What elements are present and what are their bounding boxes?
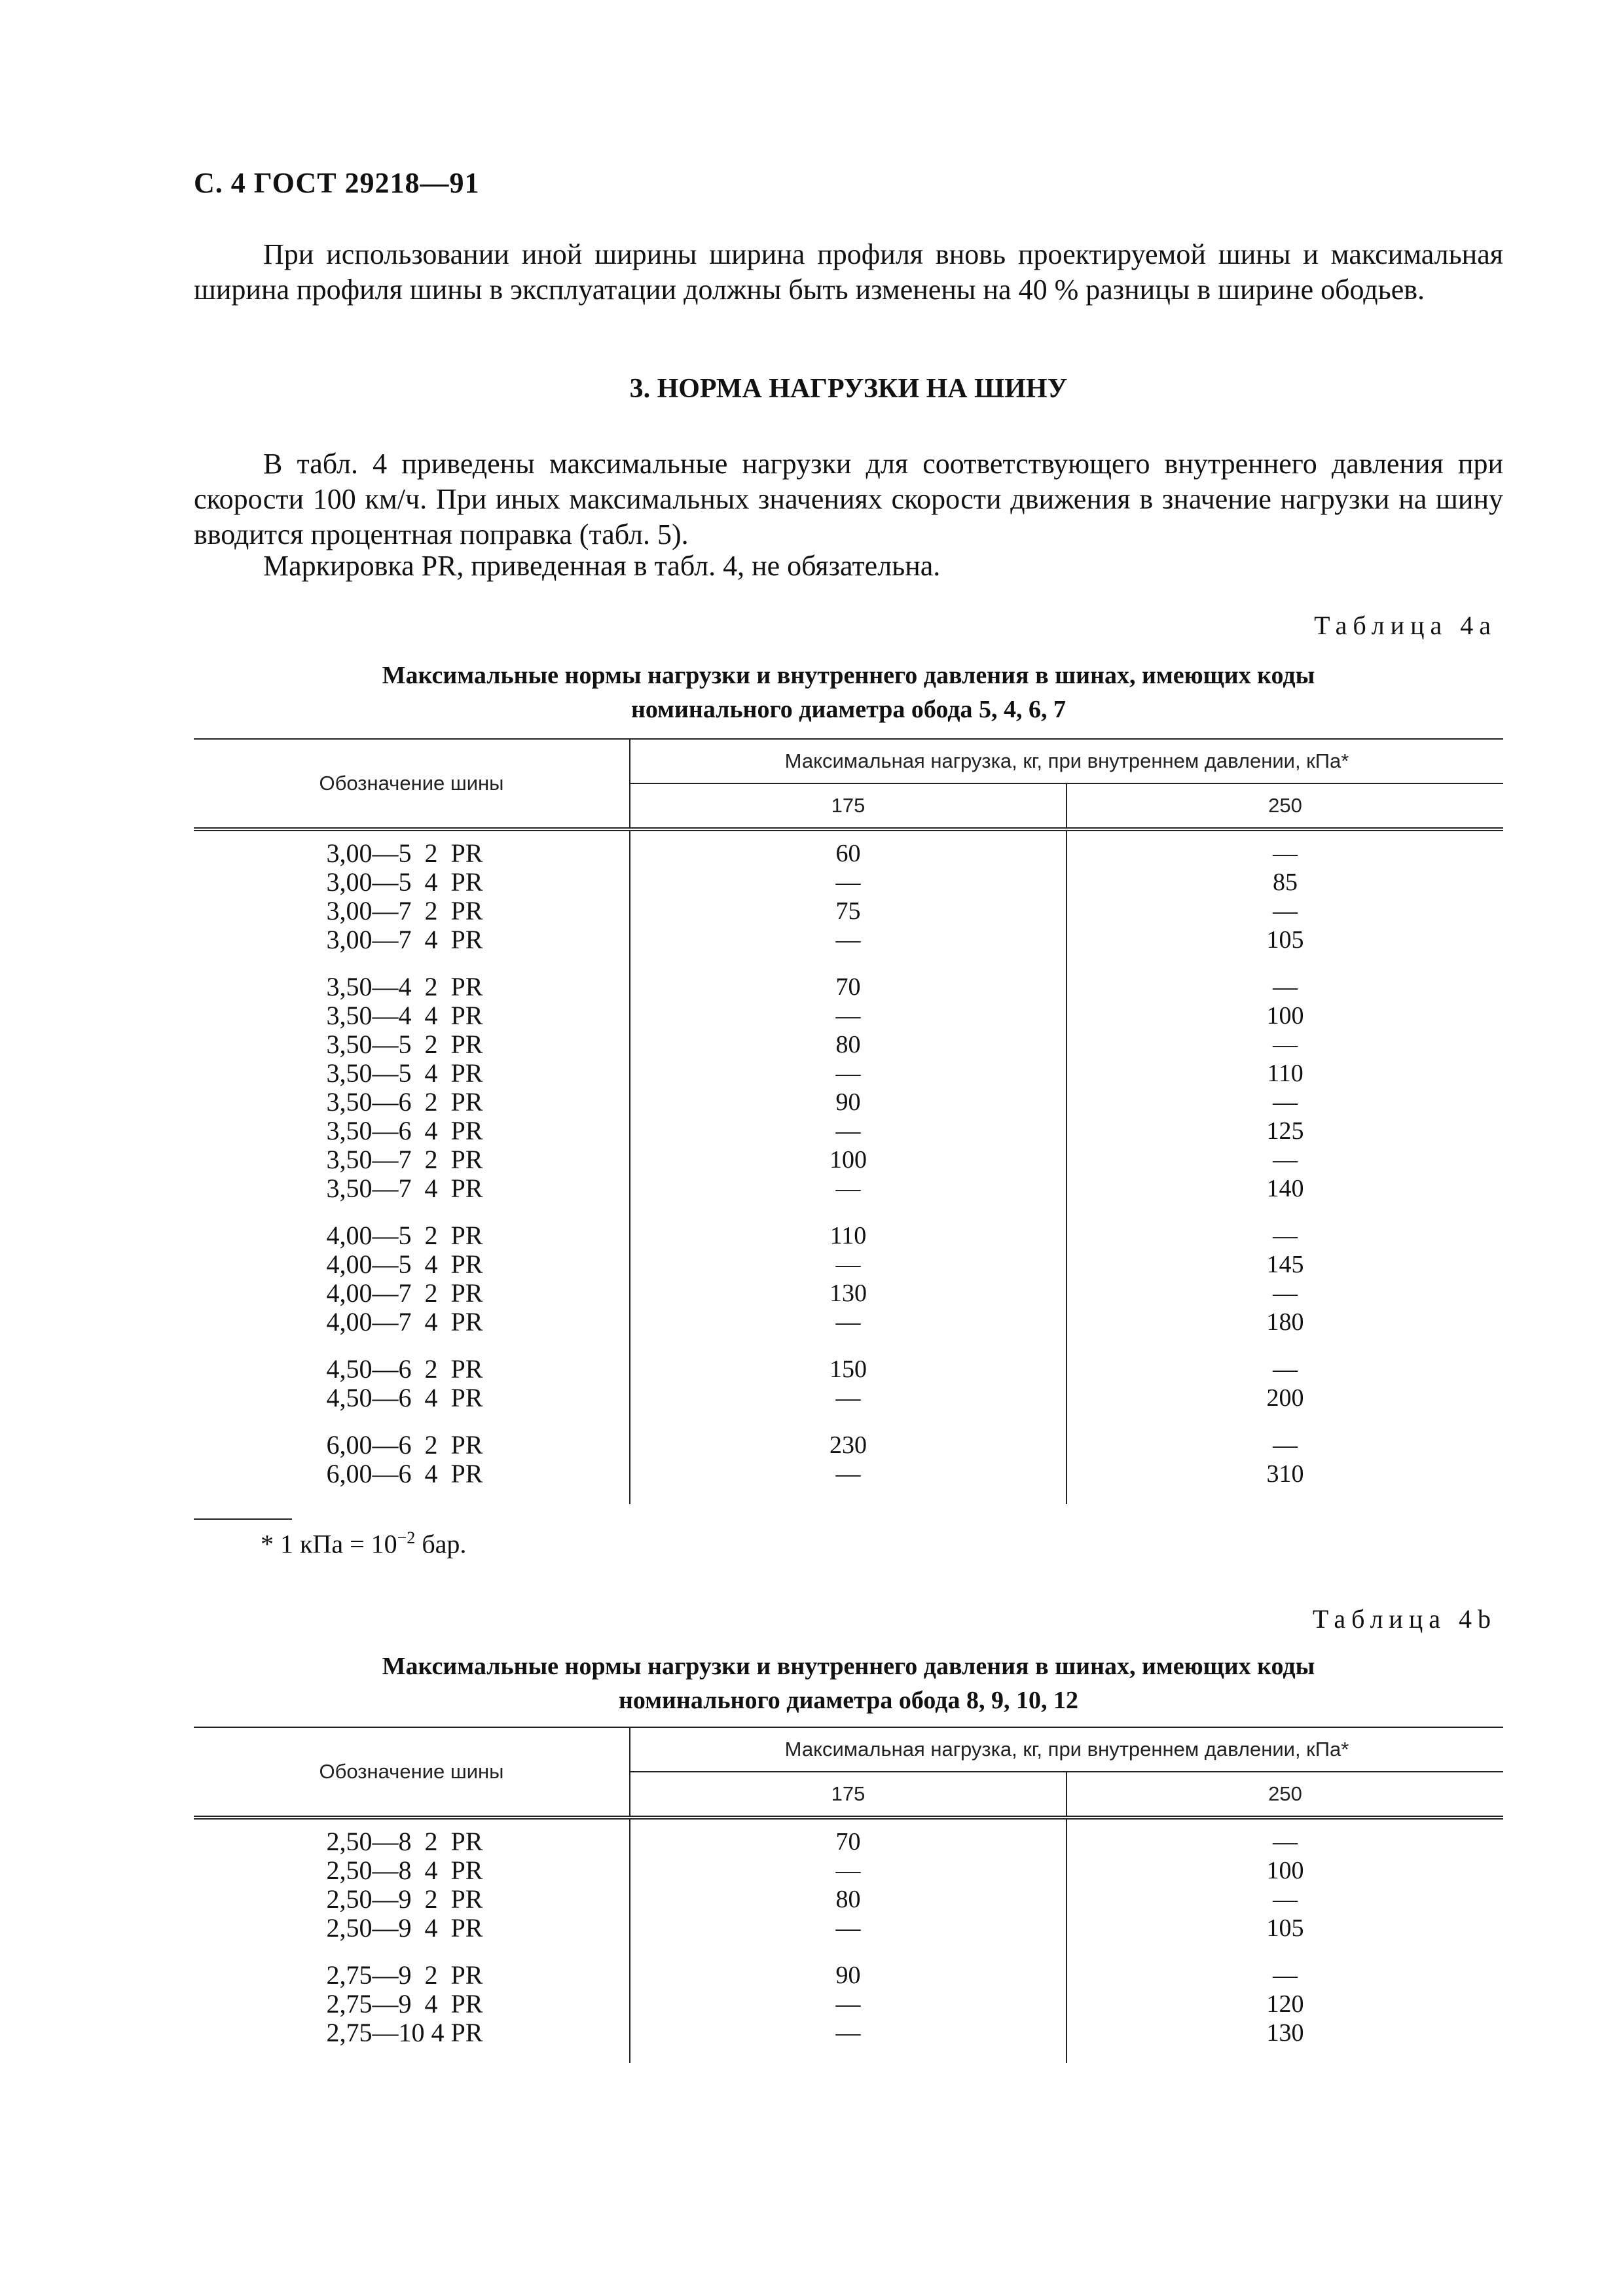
cell-tire-designation	[194, 1117, 630, 1145]
cell-load-250: 120	[1266, 1990, 1304, 2018]
cell-tire-designation	[194, 1885, 630, 1914]
cell-tire-designation	[194, 1250, 630, 1279]
tire-designation-text: 3,00—7 2 PR	[326, 896, 483, 925]
table-row	[194, 1001, 1503, 1030]
spacer-cell	[1067, 1336, 1503, 1355]
footnote-prefix: * 1 кПа = 10	[261, 1529, 397, 1559]
tire-designation-text: 2,50—9 2 PR	[326, 1884, 483, 1914]
footnote-exponent: −2	[397, 1528, 416, 1547]
table-row	[194, 1088, 1503, 1117]
column-header-max-load: Максимальная нагрузка, кг, при внутреннем давлении, кПа*	[630, 739, 1503, 783]
group-spacer	[194, 954, 1503, 973]
cell-load-250: 100	[1266, 1857, 1304, 1884]
spacer-cell	[1067, 1488, 1503, 1504]
spacer-cell	[630, 1412, 1067, 1431]
tire-designation-text: 4,00—7 2 PR	[326, 1278, 483, 1308]
cell-tire-designation	[194, 1001, 630, 1030]
cell-load-250: —	[1273, 1222, 1298, 1249]
cell-tire-designation	[194, 897, 630, 925]
spacer-cell	[194, 1488, 630, 1504]
spacer-cell	[630, 1203, 1067, 1221]
cell-load-175: 80	[630, 1030, 1067, 1059]
cell-load-250: —	[1273, 1146, 1298, 1174]
column-header-pressure-175: 175	[630, 1772, 1067, 1818]
cell-load-250: —	[1273, 1280, 1298, 1307]
tire-designation-text: 4,00—7 4 PR	[326, 1307, 483, 1336]
table-row	[194, 829, 1503, 868]
intro-paragraph	[194, 237, 1503, 308]
cell-load-250: —	[1067, 1818, 1503, 1856]
cell-tire-designation	[194, 1030, 630, 1059]
cell-load-175: 110	[630, 1221, 1067, 1250]
tire-designation-text: 3,50—6 4 PR	[326, 1116, 483, 1145]
tire-designation-text: 3,00—5 4 PR	[326, 867, 483, 897]
table-4b-body	[194, 1818, 1503, 2063]
spacer-cell	[194, 1943, 630, 1961]
tire-designation-text: 3,00—5 2 PR	[326, 838, 483, 868]
spacer-cell	[630, 1488, 1067, 1504]
table-4a-number: Таблица 4а	[1314, 611, 1497, 640]
cell-tire-designation	[194, 1145, 630, 1174]
cell-load-175: 90	[630, 1961, 1067, 1990]
table-row	[194, 1117, 1503, 1145]
tire-designation-text: 3,50—6 2 PR	[326, 1087, 483, 1117]
spacer-cell	[194, 2047, 630, 2063]
cell-load-250: 145	[1266, 1251, 1304, 1278]
column-header-max-load: Максимальная нагрузка, кг, при внутреннем давлении, кПа*	[630, 1727, 1503, 1772]
table-row	[194, 1221, 1503, 1250]
cell-load-250: 140	[1266, 1175, 1304, 1202]
tire-designation-text: 3,50—5 4 PR	[326, 1058, 483, 1088]
group-spacer	[194, 1203, 1503, 1221]
tire-designation-text: 3,50—4 2 PR	[326, 972, 483, 1001]
cell-load-175: —	[630, 1059, 1067, 1088]
tire-designation-text: 2,50—9 4 PR	[326, 1913, 483, 1943]
cell-load-250: 200	[1266, 1384, 1304, 1412]
table-row	[194, 1384, 1503, 1412]
cell-load-175: —	[630, 1117, 1067, 1145]
cell-load-250: —	[1273, 1431, 1298, 1459]
table-row	[194, 1145, 1503, 1174]
table-4a-caption	[194, 658, 1503, 726]
tire-designation-text: 6,00—6 2 PR	[326, 1430, 483, 1460]
table-4a-caption-line-2: номинального диаметра обода 5, 4, 6, 7	[630, 696, 1067, 723]
table-4a	[194, 738, 1503, 1504]
table-row	[194, 1961, 1503, 1990]
table-row	[194, 1990, 1503, 2018]
tire-designation-text: 4,50—6 4 PR	[326, 1383, 483, 1412]
cell-tire-designation	[194, 1355, 630, 1384]
table-row	[194, 1279, 1503, 1308]
spacer-cell	[1067, 2047, 1503, 2063]
cell-load-175: —	[630, 1990, 1067, 2018]
table-row	[194, 1885, 1503, 1914]
spacer-cell	[1067, 1943, 1503, 1961]
table-row	[194, 1059, 1503, 1088]
cell-load-175: 70	[630, 973, 1067, 1001]
tire-designation-text: 4,50—6 2 PR	[326, 1354, 483, 1384]
cell-load-250: 105	[1266, 1914, 1304, 1942]
cell-load-175: 70	[630, 1818, 1067, 1856]
cell-load-175: 60	[630, 829, 1067, 868]
cell-tire-designation	[194, 1384, 630, 1412]
group-spacer	[194, 1412, 1503, 1431]
tire-designation-text: 2,50—8 2 PR	[326, 1827, 483, 1856]
cell-tire-designation	[194, 868, 630, 897]
group-spacer	[194, 1943, 1503, 1961]
cell-load-250: 110	[1267, 1060, 1304, 1087]
tire-designation-text: 3,50—4 4 PR	[326, 1001, 483, 1030]
cell-tire-designation	[194, 973, 630, 1001]
cell-tire-designation	[194, 1059, 630, 1088]
cell-tire-designation	[194, 1279, 630, 1308]
cell-load-175: —	[630, 868, 1067, 897]
spacer-cell	[630, 954, 1067, 973]
section-paragraph-2	[194, 548, 1503, 584]
table-row	[194, 1914, 1503, 1943]
cell-load-175: —	[630, 925, 1067, 954]
column-header-pressure-250: 250	[1268, 794, 1302, 817]
cell-tire-designation	[194, 829, 630, 868]
running-title: С. 4 ГОСТ 29218—91	[194, 167, 480, 199]
tire-designation-text: 6,00—6 4 PR	[326, 1459, 483, 1488]
table-end-spacer	[194, 2047, 1503, 2063]
spacer-cell	[1067, 954, 1503, 973]
cell-load-175: —	[630, 1250, 1067, 1279]
table-4b-caption-line-1: Максимальные нормы нагрузки и внутреннего давления в шинах, имеющих коды	[382, 1653, 1315, 1680]
cell-load-250: —	[1067, 829, 1503, 868]
table-row	[194, 1308, 1503, 1336]
cell-load-175: —	[630, 1174, 1067, 1203]
cell-load-175: —	[630, 1460, 1067, 1488]
column-header-pressure-250: 250	[1268, 1782, 1302, 1805]
table-4b-caption-line-2: номинального диаметра обода 8, 9, 10, 12	[618, 1687, 1079, 1714]
cell-load-175: —	[630, 2018, 1067, 2047]
cell-tire-designation	[194, 2018, 630, 2047]
tire-designation-text: 2,75—10 4 PR	[326, 2018, 483, 2047]
cell-load-175: —	[630, 1856, 1067, 1885]
cell-load-175: 80	[630, 1885, 1067, 1914]
cell-tire-designation	[194, 1990, 630, 2018]
table-row	[194, 1818, 1503, 1856]
table-4b	[194, 1727, 1503, 2063]
section-paragraph-1	[194, 446, 1503, 552]
table-4b-number: Таблица 4b	[1312, 1604, 1497, 1634]
footnote-rule	[194, 1518, 292, 1520]
cell-tire-designation	[194, 1818, 630, 1856]
cell-load-175: 100	[630, 1145, 1067, 1174]
cell-tire-designation	[194, 1914, 630, 1943]
cell-load-175: 90	[630, 1088, 1067, 1117]
cell-load-250: —	[1273, 973, 1298, 1001]
tire-designation-text: 4,00—5 2 PR	[326, 1221, 483, 1250]
table-row	[194, 1856, 1503, 1885]
spacer-cell	[194, 1412, 630, 1431]
cell-tire-designation	[194, 1431, 630, 1460]
footnote-suffix: бар.	[415, 1529, 467, 1559]
column-header-designation: Обозначение шины	[194, 1727, 630, 1818]
cell-load-175: —	[630, 1914, 1067, 1943]
tire-designation-text: 3,50—7 2 PR	[326, 1145, 483, 1174]
table-row	[194, 1355, 1503, 1384]
cell-tire-designation	[194, 925, 630, 954]
tire-designation-text: 2,50—8 4 PR	[326, 1856, 483, 1885]
section-title: 3. НОРМА НАГРУЗКИ НА ШИНУ	[629, 374, 1068, 404]
cell-tire-designation	[194, 1088, 630, 1117]
table-row	[194, 868, 1503, 897]
cell-load-175: 130	[630, 1279, 1067, 1308]
table-4b-caption	[194, 1649, 1503, 1717]
spacer-cell	[1067, 1412, 1503, 1431]
cell-load-175: 150	[630, 1355, 1067, 1384]
table-row	[194, 1431, 1503, 1460]
tire-designation-text: 3,50—7 4 PR	[326, 1174, 483, 1203]
cell-load-250: 130	[1266, 2019, 1304, 2047]
table-4a-caption-line-1: Максимальные нормы нагрузки и внутреннего давления в шинах, имеющих коды	[382, 662, 1315, 689]
table-row	[194, 1460, 1503, 1488]
cell-tire-designation	[194, 1460, 630, 1488]
spacer-cell	[194, 954, 630, 973]
table-row	[194, 925, 1503, 954]
spacer-cell	[194, 1336, 630, 1355]
spacer-cell	[1067, 1203, 1503, 1221]
spacer-cell	[194, 1203, 630, 1221]
cell-load-250: —	[1273, 897, 1298, 925]
cell-load-250: 180	[1266, 1308, 1304, 1336]
section-paragraph-2-text: Маркировка PR, приведенная в табл. 4, не обязательна.	[263, 550, 941, 582]
table-row	[194, 1030, 1503, 1059]
cell-load-175: 230	[630, 1431, 1067, 1460]
cell-load-175: —	[630, 1384, 1067, 1412]
table-row	[194, 1250, 1503, 1279]
cell-tire-designation	[194, 1221, 630, 1250]
table-end-spacer	[194, 1488, 1503, 1504]
table-row	[194, 973, 1503, 1001]
table-row	[194, 897, 1503, 925]
intro-paragraph-text: При использовании иной ширины ширина профиля вновь проектируемой шины и максимальная ширина профиля шины в эксплуатации должны быть изменены на 40 % разницы в ширине ободьев.	[194, 238, 1503, 306]
spacer-cell	[630, 1336, 1067, 1355]
column-header-designation: Обозначение шины	[194, 739, 630, 829]
cell-load-175: —	[630, 1001, 1067, 1030]
cell-load-175: —	[630, 1308, 1067, 1336]
spacer-cell	[630, 2047, 1067, 2063]
tire-designation-text: 3,50—5 2 PR	[326, 1030, 483, 1059]
spacer-cell	[630, 1943, 1067, 1961]
cell-load-250: —	[1273, 1355, 1298, 1383]
cell-tire-designation	[194, 1961, 630, 1990]
cell-load-175: 75	[630, 897, 1067, 925]
cell-tire-designation	[194, 1174, 630, 1203]
tire-designation-text: 4,00—5 4 PR	[326, 1249, 483, 1279]
cell-load-250: —	[1273, 1031, 1298, 1058]
tire-designation-text: 2,75—9 2 PR	[326, 1960, 483, 1990]
cell-load-250: —	[1273, 1886, 1298, 1913]
table-4a-body	[194, 829, 1503, 1504]
cell-tire-designation	[194, 1856, 630, 1885]
cell-load-250: 105	[1266, 926, 1304, 954]
column-header-pressure-175: 175	[630, 783, 1067, 829]
cell-load-250: 310	[1266, 1460, 1304, 1488]
cell-tire-designation	[194, 1308, 630, 1336]
footnote	[261, 1528, 466, 1559]
section-paragraph-1-text: В табл. 4 приведены максимальные нагрузки для соответствующего внутреннего давления при скорости 100 км/ч. При иных максимальных значениях скорости движения в значение нагрузки на шину вводится процентная поправка (табл. 5).	[194, 448, 1503, 550]
table-row	[194, 2018, 1503, 2047]
cell-load-250: —	[1273, 1962, 1298, 1989]
group-spacer	[194, 1336, 1503, 1355]
cell-load-250: 125	[1266, 1117, 1304, 1145]
table-row	[194, 1174, 1503, 1203]
cell-load-250: 100	[1266, 1002, 1304, 1030]
tire-designation-text: 3,00—7 4 PR	[326, 925, 483, 954]
cell-load-250: 85	[1273, 869, 1298, 896]
cell-load-250: —	[1273, 1088, 1298, 1116]
tire-designation-text: 2,75—9 4 PR	[326, 1989, 483, 2018]
